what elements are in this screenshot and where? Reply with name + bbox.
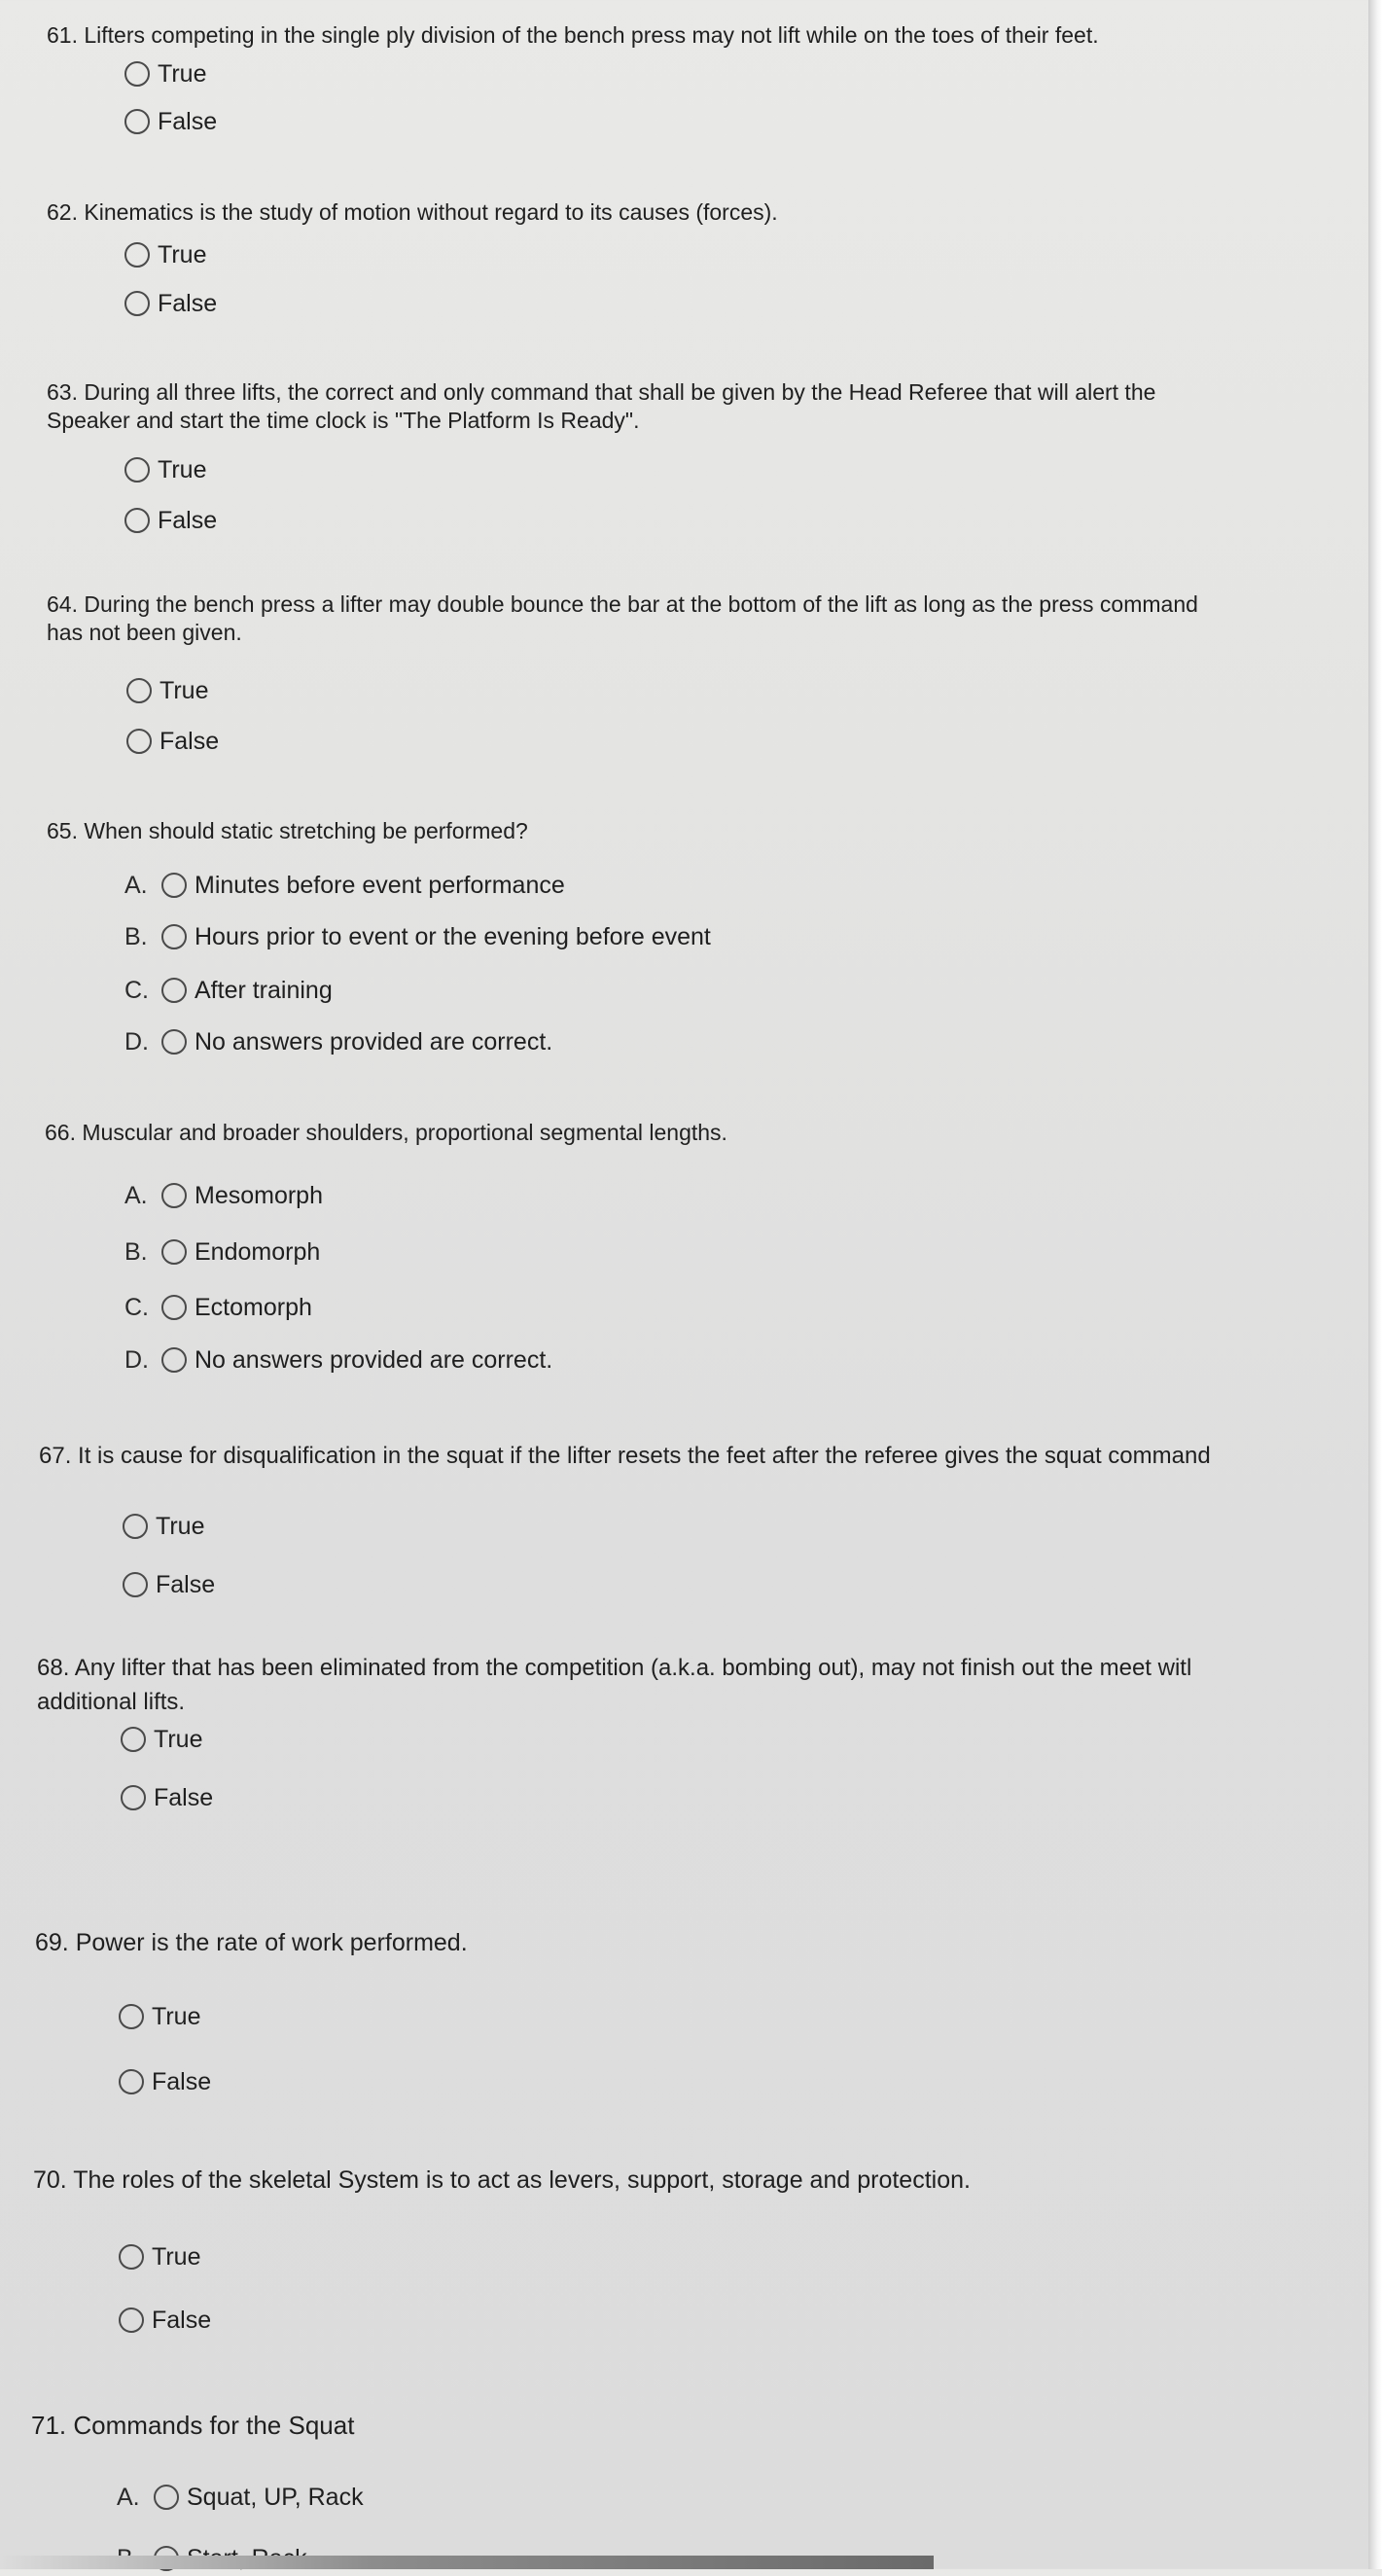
bottom-scrollbar[interactable] <box>0 2556 934 2569</box>
radio-button-icon[interactable] <box>161 978 187 1003</box>
question-66-text: 66. Muscular and broader shoulders, proportional segmental lengths. <box>45 1120 727 1145</box>
question-64-option-true[interactable]: True <box>126 673 208 708</box>
radio-button-icon[interactable] <box>119 2069 144 2094</box>
radio-button-icon[interactable] <box>161 1183 187 1208</box>
question-68-text: 68. Any lifter that has been eliminated from the competition (a.k.a. bombing out), may not finish out the meet witl additional lifts. <box>37 1655 1192 1715</box>
radio-button-icon[interactable] <box>161 1347 187 1373</box>
question-63-text: 63. During all three lifts, the correct and only command that shall be given by the Head Referee that will alert the Speaker and start the time clock is "The Platform Is Ready". <box>47 379 1156 433</box>
radio-button-icon[interactable] <box>121 1785 146 1810</box>
radio-button-icon[interactable] <box>161 873 187 898</box>
radio-button-icon[interactable] <box>126 729 152 754</box>
radio-button-icon[interactable] <box>121 1727 146 1752</box>
question-65-option-c[interactable]: C. After training <box>124 976 333 1004</box>
radio-button-icon[interactable] <box>123 1572 148 1597</box>
radio-button-icon[interactable] <box>126 678 152 703</box>
radio-button-icon[interactable] <box>161 1239 187 1265</box>
radio-button-icon[interactable] <box>124 508 150 533</box>
radio-button-icon[interactable] <box>161 1029 187 1055</box>
question-61-text: 61. Lifters competing in the single ply division of the bench press may not lift while on the toes of their feet. <box>47 22 1099 48</box>
radio-button-icon[interactable] <box>154 2485 179 2510</box>
question-62-option-false[interactable]: False <box>124 286 217 321</box>
question-69-option-false[interactable]: False <box>119 2064 211 2099</box>
question-66-option-b[interactable]: B. Endomorph <box>124 1237 321 1266</box>
question-70-option-false[interactable]: False <box>119 2303 211 2338</box>
radio-button-icon[interactable] <box>124 291 150 316</box>
radio-button-icon[interactable] <box>124 61 150 87</box>
question-62-option-true[interactable]: True <box>124 237 206 272</box>
question-71-text: 71. Commands for the Squat <box>31 2411 355 2440</box>
question-62-text: 62. Kinematics is the study of motion without regard to its causes (forces). <box>47 199 778 225</box>
question-65-option-a[interactable]: A. Minutes before event performance <box>124 871 565 899</box>
question-69-option-true[interactable]: True <box>119 1999 200 2034</box>
question-67-option-true[interactable]: True <box>123 1509 204 1544</box>
radio-button-icon[interactable] <box>124 242 150 268</box>
question-61-option-false[interactable]: False <box>124 104 217 139</box>
question-66-option-d[interactable]: D. No answers provided are correct. <box>124 1345 553 1374</box>
radio-button-icon[interactable] <box>161 924 187 949</box>
question-64-text: 64. During the bench press a lifter may double bounce the bar at the bottom of the lift as long as the press command has not been given. <box>47 591 1198 645</box>
question-70-text: 70. The roles of the skeletal System is to act as levers, support, storage and protection. <box>33 2166 971 2194</box>
question-68-option-false[interactable]: False <box>121 1780 213 1815</box>
question-63-option-false[interactable]: False <box>124 503 217 538</box>
radio-button-icon[interactable] <box>119 2308 144 2333</box>
question-67-text: 67. It is cause for disqualification in the squat if the lifter resets the feet after the referee gives the squat command <box>39 1443 1211 1469</box>
radio-button-icon[interactable] <box>161 1295 187 1320</box>
question-65-option-b[interactable]: B. Hours prior to event or the evening before event <box>124 922 711 950</box>
question-66-option-c[interactable]: C. Ectomorph <box>124 1293 312 1321</box>
question-63-option-true[interactable]: True <box>124 452 206 487</box>
question-65-text: 65. When should static stretching be performed? <box>47 818 528 843</box>
question-67-option-false[interactable]: False <box>123 1567 215 1602</box>
radio-button-icon[interactable] <box>119 2004 144 2029</box>
question-61-option-true[interactable]: True <box>124 56 206 91</box>
radio-button-icon[interactable] <box>124 457 150 483</box>
radio-button-icon[interactable] <box>124 109 150 134</box>
question-71-option-a[interactable]: A. Squat, UP, Rack <box>117 2483 364 2511</box>
question-65-option-d[interactable]: D. No answers provided are correct. <box>124 1027 553 1055</box>
radio-button-icon[interactable] <box>119 2244 144 2270</box>
question-69-text: 69. Power is the rate of work performed. <box>35 1929 468 1956</box>
question-70-option-true[interactable]: True <box>119 2239 200 2274</box>
question-64-option-false[interactable]: False <box>126 724 219 759</box>
radio-button-icon[interactable] <box>123 1514 148 1539</box>
question-68-option-true[interactable]: True <box>121 1722 202 1757</box>
question-66-option-a[interactable]: A. Mesomorph <box>124 1181 323 1209</box>
